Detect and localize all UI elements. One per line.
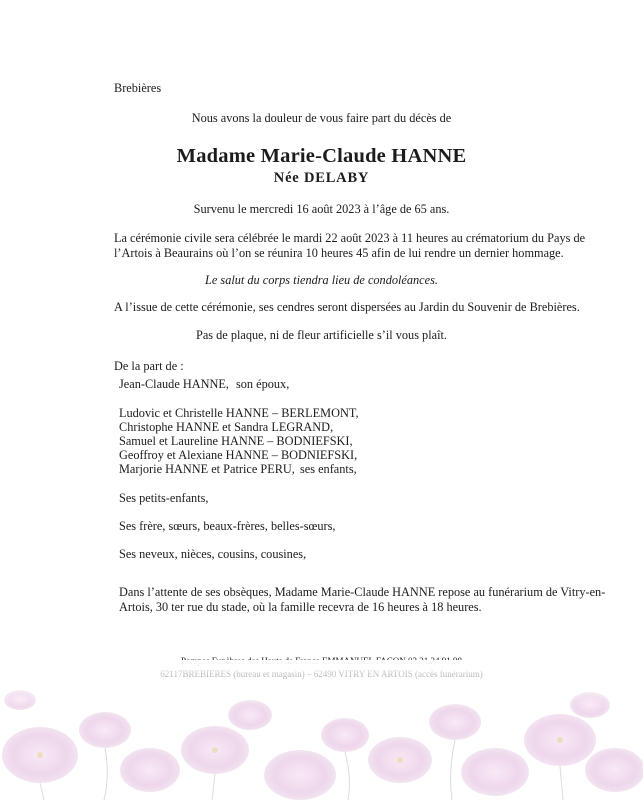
intro-text: Nous avons la douleur de vous faire part du décès de [191,111,452,125]
from-label: De la part de : [114,359,184,373]
child-line: Geoffroy et Alexiane HANNE – BODNIEFSKI, [119,448,358,462]
husband-role: son époux, [236,377,290,391]
rest-line-2: Artois, 30 ter rue du stade, où la famille recevra de 16 heures à 18 heures. [119,600,482,614]
grandchildren: Ses petits-enfants, [119,491,209,505]
children-role: ses enfants, [300,462,357,476]
child-line: Ludovic et Christelle HANNE – BERLEMONT, [119,406,359,420]
ceremony-line-2: l’Artois à Beaurains où l’on se réunira 10 heures 45 afin de lui rendre un dernier hommage. [114,246,564,260]
nephews: Ses neveux, nièces, cousins, cousines, [119,547,307,561]
child-line: Marjorie HANNE et Patrice PERU, [119,462,295,476]
place: Brebières [114,81,162,95]
ceremony-line-1: La cérémonie civile sera célébrée le mardi 22 août 2023 à 11 heures au crématorium du Pays de [114,231,586,245]
child-line: Christophe HANNE et Sandra LEGRAND, [119,420,334,434]
child-line: Samuel et Laureline HANNE – BODNIEFSKI, [119,434,353,448]
rest-line-1: Dans l’attente de ses obsèques, Madame Marie-Claude HANNE repose au funérarium de Vitry-en- [119,585,606,599]
deceased-name: Madame Marie-Claude HANNE [176,145,467,167]
maiden-name: Née DELABY [273,170,370,186]
siblings: Ses frère, sœurs, beaux-frères, belles-sœurs, [119,519,336,533]
condolences-note: Le salut du corps tiendra lieu de condoléances. [205,273,438,287]
death-date: Survenu le mercredi 16 août 2023 à l’âge de 65 ans. [193,202,450,216]
husband-name: Jean-Claude HANNE, [119,377,229,391]
flower-border-image [0,660,643,800]
ashes-text: A l’issue de cette cérémonie, ses cendres seront dispersées au Jardin du Souvenir de Brebières. [114,300,580,314]
no-flowers-text: Pas de plaque, ni de fleur artificielle s’il vous plaît. [196,328,447,342]
